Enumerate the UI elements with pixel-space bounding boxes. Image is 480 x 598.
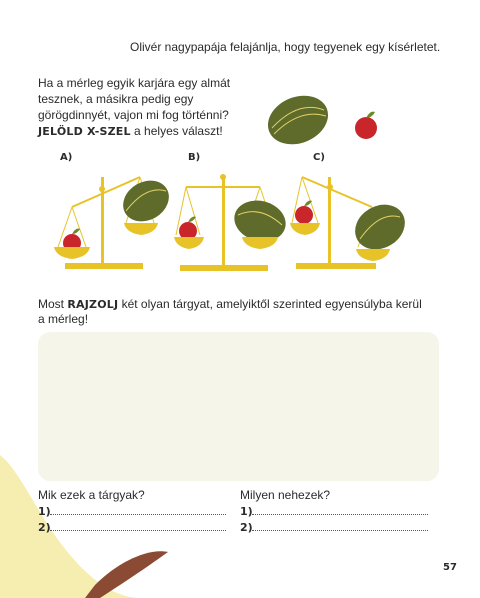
weight-item-2-label: 2) — [240, 521, 253, 534]
scale-option-c[interactable] — [290, 165, 420, 275]
weight-answer-line-2[interactable] — [252, 530, 428, 531]
drawing-task-text — [38, 297, 438, 326]
drawing-area[interactable] — [38, 332, 439, 481]
objects-item-2-label: 2) — [38, 521, 51, 534]
watermelon-icon — [262, 90, 335, 153]
scale-option-a[interactable] — [50, 165, 180, 275]
question-line-1: Ha a mérleg egyik karjára egy almát — [38, 76, 231, 90]
intro-text: Olivér nagypapája felajánlja, hogy tegyenek egy kísérletet. — [130, 40, 441, 54]
task-keyword: RAJZOLJ — [67, 298, 119, 311]
option-a-label: A) — [60, 152, 73, 163]
objects-answer-line-2[interactable] — [50, 530, 226, 531]
question-text — [38, 75, 248, 140]
question-line-4 — [38, 123, 248, 140]
instruction-keyword: JELÖLD X-SZEL — [38, 125, 131, 138]
task-before: Most — [38, 297, 68, 311]
option-b-label: B) — [188, 152, 201, 163]
page-number: 57 — [443, 562, 457, 573]
option-c-label: C) — [313, 152, 325, 163]
apple-icon — [355, 112, 377, 139]
weight-answer-line-1[interactable] — [252, 514, 428, 515]
question-line-3: görögdinnyét, vajon mi fog történni? — [38, 108, 229, 122]
instruction-rest: a helyes választ! — [130, 124, 223, 138]
weight-question: Milyen nehezek? — [240, 488, 331, 502]
task-line-1 — [38, 297, 438, 312]
objects-answer-line-1[interactable] — [50, 514, 226, 515]
task-after: két olyan tárgyat, amelyiktől szerinted egyensúlyba kerül — [118, 297, 422, 311]
scale-option-b[interactable] — [172, 165, 287, 275]
reference-illustration — [262, 90, 402, 160]
weight-item-1-label: 1) — [240, 505, 253, 518]
task-line-2: a mérleg! — [38, 312, 89, 326]
objects-item-1-label: 1) — [38, 505, 51, 518]
objects-question: Mik ezek a tárgyak? — [38, 488, 145, 502]
question-line-2: tesznek, a másikra pedig egy — [38, 92, 194, 106]
